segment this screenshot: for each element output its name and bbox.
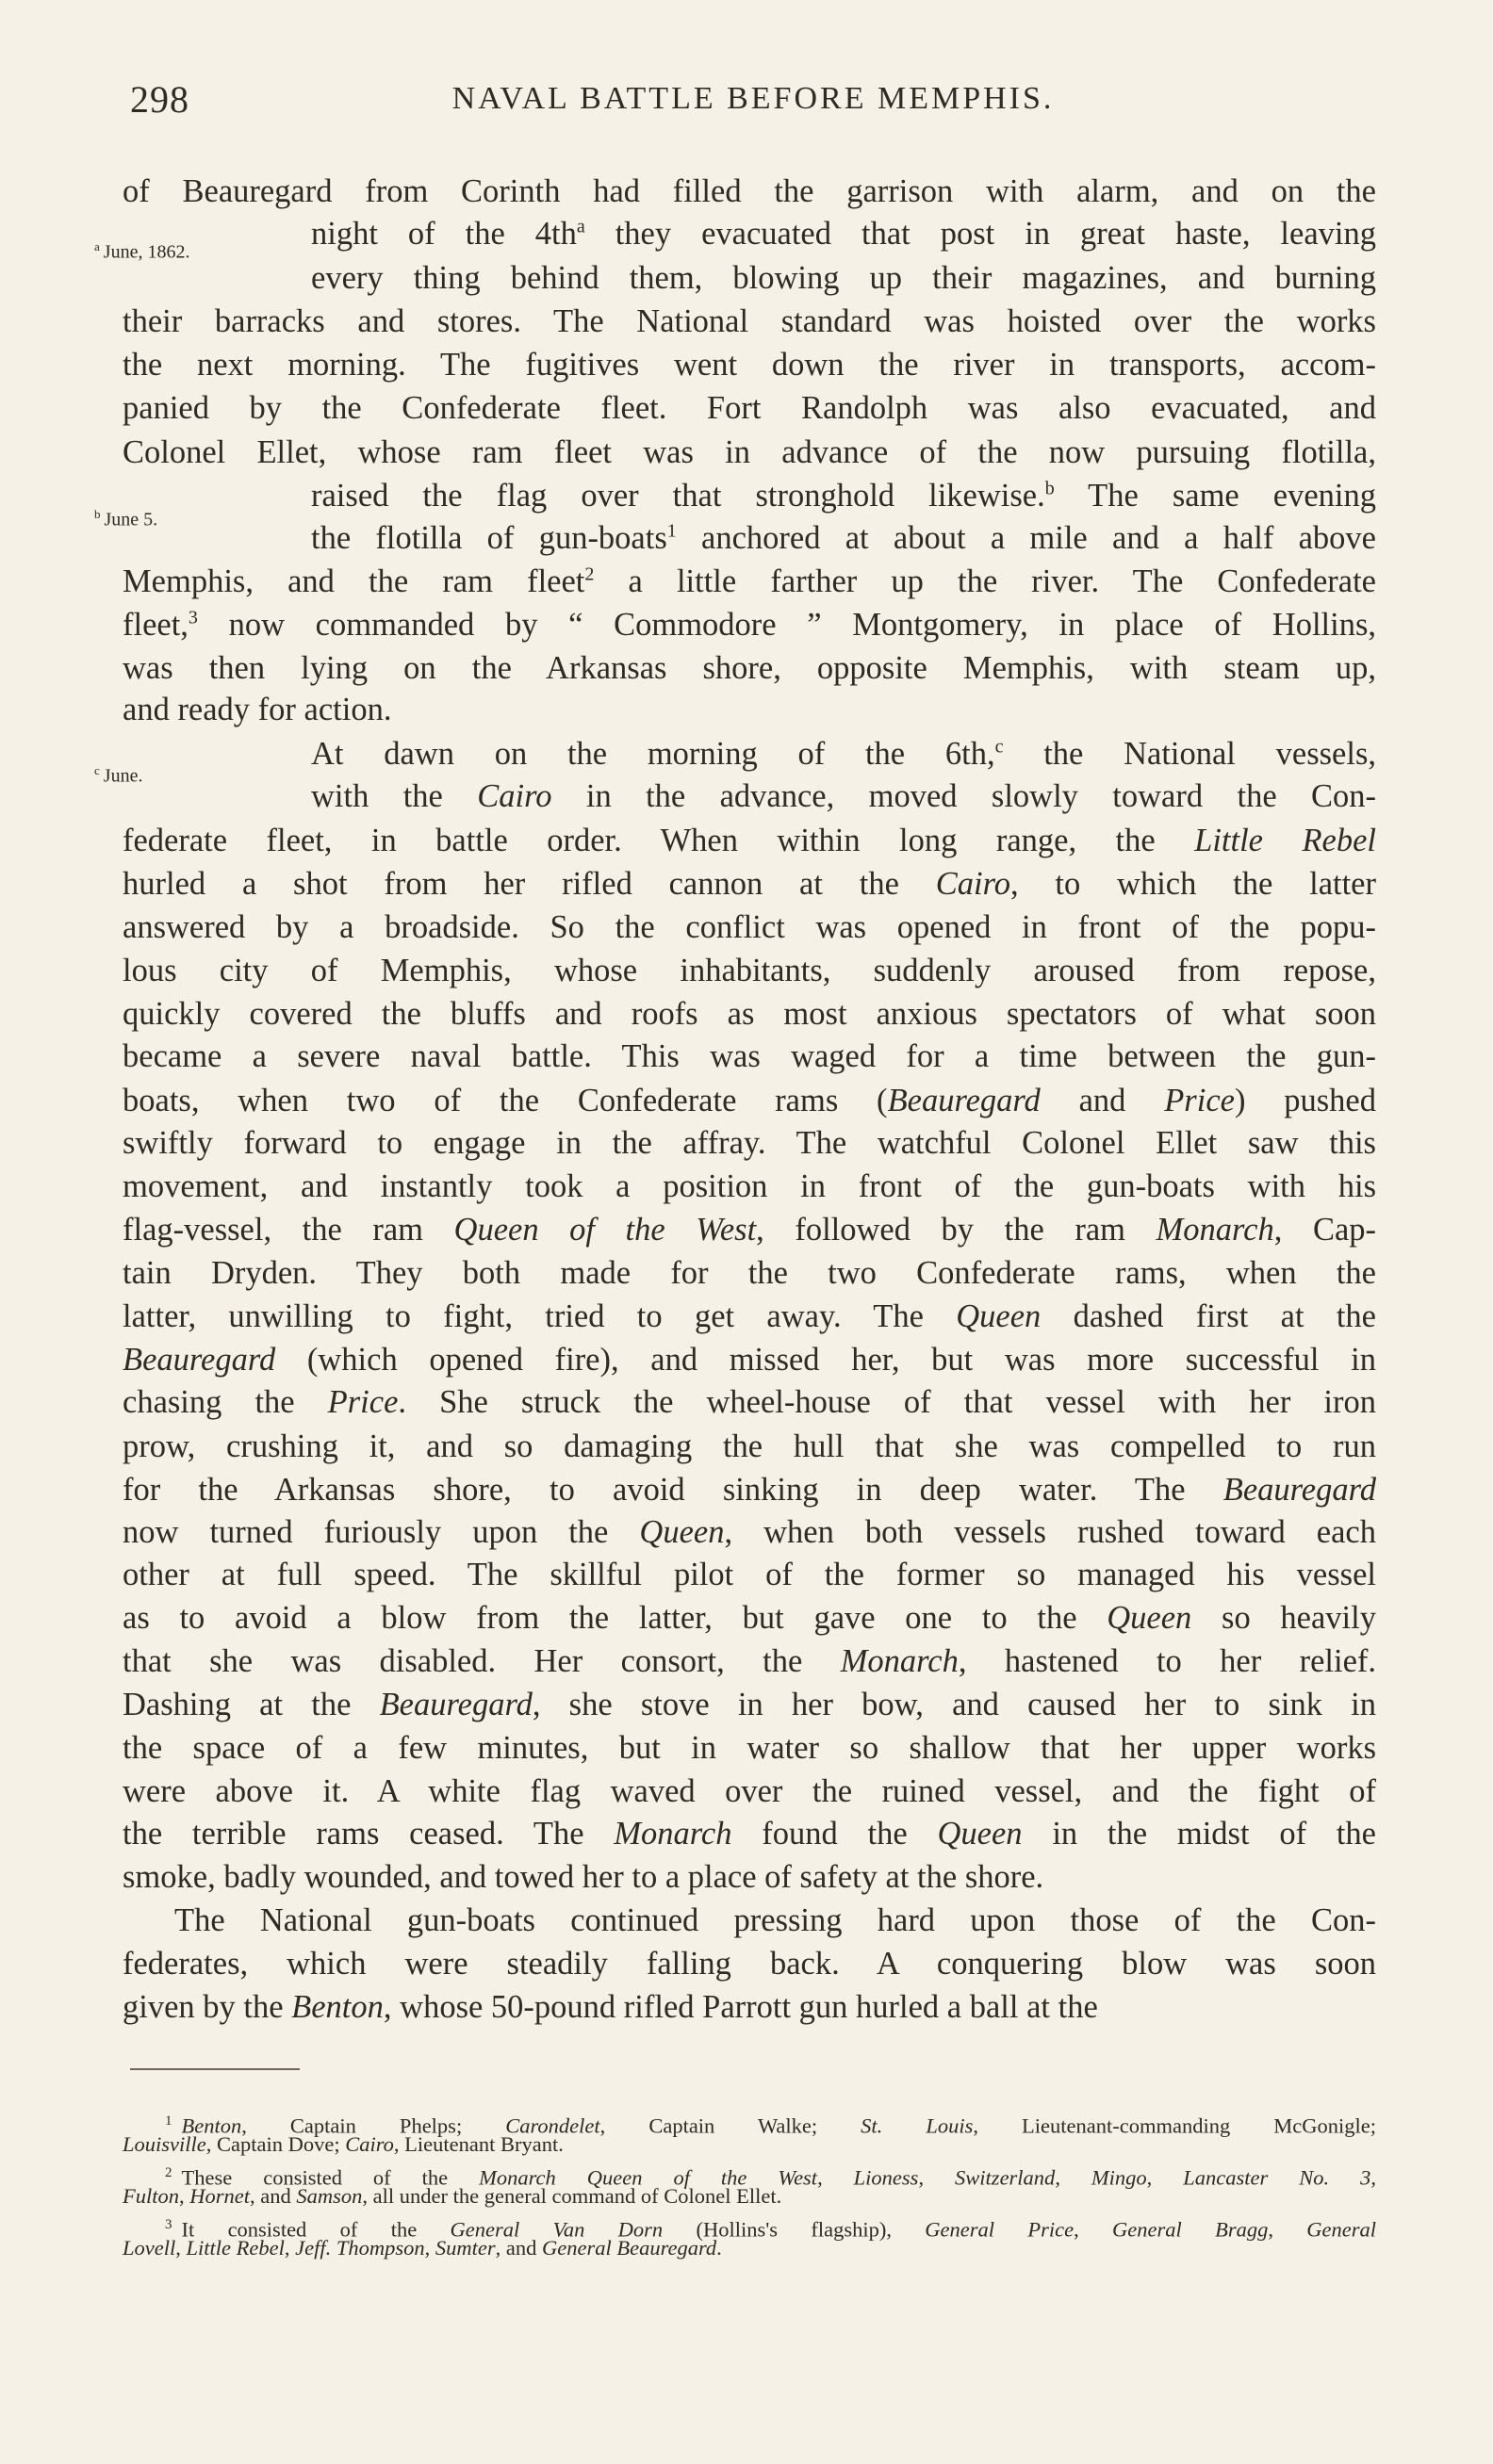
italic-text: Beauregard — [123, 1342, 276, 1378]
text-run: , Captain Phelps; — [241, 2113, 506, 2138]
italic-text: Monarch Queen of the West — [479, 2165, 818, 2190]
text-run: , — [424, 2236, 435, 2260]
marginal-note-a — [94, 236, 302, 264]
text-line — [123, 1251, 1376, 1295]
italic-text: Lovell — [123, 2236, 176, 2260]
text-line — [123, 560, 1376, 603]
text-line — [123, 170, 1376, 213]
footnote-line — [123, 2182, 1376, 2211]
text-run: federates, which were steadily falling back. A conquering blow was soon — [123, 1946, 1376, 1982]
marginal-note-c — [94, 759, 302, 788]
footnote-line — [123, 2234, 1376, 2262]
text-run: , — [817, 2165, 854, 2190]
text-line — [123, 1726, 1376, 1770]
text-line — [123, 862, 1376, 906]
text-run: At dawn on the morning of the 6th, — [311, 736, 995, 772]
text-run: and — [1040, 1083, 1165, 1118]
italic-text: Little Rebel — [186, 2236, 285, 2260]
text-run: , Lieutenant-commanding McGonigle; — [973, 2113, 1376, 2138]
text-run: chasing the — [123, 1384, 328, 1420]
italic-text: Cairo — [935, 866, 1010, 902]
text-run: in the midst of the — [1022, 1816, 1376, 1852]
text-run: the terrible rams ceased. The — [123, 1816, 615, 1852]
text-line — [123, 1855, 1376, 1899]
marginal-note-b — [94, 503, 302, 531]
italic-text: Beauregard — [379, 1687, 533, 1722]
footnote-mark: 3 — [165, 2217, 172, 2232]
text-run: , Cap- — [1273, 1212, 1377, 1248]
text-run: with the — [311, 778, 478, 814]
marginal-note-text: June, 1862. — [103, 241, 190, 263]
text-run: , she stove in her bow, and caused her to sink in — [532, 1687, 1376, 1722]
italic-text: Monarch — [614, 1816, 732, 1852]
text-line — [123, 688, 1376, 731]
text-run: Memphis, and the ram fleet — [123, 563, 585, 599]
italic-text: Price — [1164, 1083, 1235, 1118]
text-line — [123, 1683, 1376, 1726]
text-run: for the Arkansas shore, to avoid sinking in deep water. The — [123, 1472, 1223, 1508]
text-run: became a severe naval battle. This was waged for a time between the gun- — [123, 1038, 1376, 1074]
text-line — [123, 1380, 1376, 1424]
text-run: they evacuated that post in great haste, leaving — [584, 216, 1376, 252]
text-run: , — [1146, 2165, 1184, 2190]
text-run: . — [716, 2236, 722, 2260]
text-run: , — [918, 2165, 956, 2190]
text-run: swiftly forward to engage in the affray. The watchful Colonel Ellet saw this — [123, 1125, 1376, 1161]
text-run: dashed first at the — [1041, 1298, 1376, 1334]
text-run: , — [179, 2184, 190, 2208]
text-run: fleet, — [123, 607, 189, 643]
italic-text: General Bragg — [1112, 2217, 1269, 2242]
text-run: , and — [495, 2236, 542, 2260]
marginal-note-marker: c — [94, 763, 100, 777]
text-run: ) pushed — [1234, 1083, 1376, 1118]
italic-text: General Beauregard — [541, 2236, 717, 2260]
text-run: , — [1074, 2217, 1113, 2242]
text-line — [311, 212, 1376, 255]
text-run: the flotilla of gun-boats — [311, 520, 667, 556]
italic-text: Jeff. Thompson — [295, 2236, 425, 2260]
page-number: 298 — [130, 78, 189, 121]
text-line — [123, 1942, 1376, 1985]
italic-text: Queen — [937, 1816, 1023, 1852]
text-line — [311, 474, 1376, 517]
text-run: It consisted of the — [181, 2217, 451, 2242]
text-line — [123, 1899, 1376, 1942]
text-line — [123, 1121, 1376, 1165]
italic-text: Queen of the West — [453, 1212, 757, 1248]
italic-text: Louisville — [123, 2132, 206, 2156]
italic-text: Samson — [296, 2184, 363, 2208]
text-run: the next morning. The fugitives went down the river in transports, accom- — [123, 347, 1376, 383]
text-run: , hastened to her relief. — [958, 1643, 1376, 1679]
text-run: in the advance, moved slowly toward the Con- — [551, 778, 1377, 814]
italic-text: Sumter — [435, 2236, 496, 2260]
text-line — [123, 906, 1376, 949]
italic-text: St. Louis — [861, 2113, 974, 2138]
text-run: lous city of Memphis, whose inhabitants, suddenly aroused from repose, — [123, 953, 1376, 988]
text-line — [123, 819, 1376, 862]
text-run: , followed by the ram — [756, 1212, 1157, 1248]
text-run: , whose 50-pound rifled Parrott gun hurled a ball at the — [383, 1989, 1098, 2025]
marginal-note-text: June. — [103, 765, 143, 787]
italic-text: Lancaster No. 3 — [1183, 2165, 1371, 2190]
page-header — [130, 77, 1376, 124]
text-run: , — [175, 2236, 187, 2260]
marginal-note-text: June 5. — [104, 509, 158, 530]
text-run: hurled a shot from her rifled cannon at the — [123, 866, 936, 902]
text-run: now turned furiously upon the — [123, 1514, 640, 1550]
text-run: , — [1055, 2165, 1091, 2190]
text-run: of Beauregard from Corinth had filled the garrison with alarm, and on the — [123, 173, 1376, 209]
text-line — [123, 1553, 1376, 1596]
text-run: the space of a few minutes, but in water so shallow that her upper works — [123, 1730, 1376, 1766]
text-run: , — [1268, 2217, 1307, 2242]
reference-mark: b — [1044, 478, 1055, 499]
text-line — [123, 1425, 1376, 1468]
text-line — [311, 775, 1376, 818]
text-run: raised the flag over that stronghold likewise. — [311, 478, 1045, 514]
italic-text: General Price — [925, 2217, 1075, 2242]
text-line — [123, 646, 1376, 690]
text-line — [123, 1338, 1376, 1381]
marginal-note-marker: b — [94, 507, 101, 521]
italic-text: General Van Dorn — [450, 2217, 664, 2242]
text-line — [123, 1295, 1376, 1338]
text-run: found the — [731, 1816, 938, 1852]
text-run: given by the — [123, 1989, 292, 2025]
text-line — [123, 343, 1376, 386]
text-run: so heavily — [1191, 1600, 1376, 1636]
footnote-line — [123, 2130, 1376, 2159]
text-line — [123, 431, 1376, 474]
text-line — [311, 256, 1376, 300]
text-line — [123, 1812, 1376, 1855]
text-line — [123, 1596, 1376, 1640]
text-run: , all under the general command of Colonel Ellet. — [362, 2184, 782, 2208]
text-run: (which opened fire), and missed her, but was more successful in — [275, 1342, 1376, 1378]
text-run: other at full speed. The skillful pilot of the former so managed his vessel — [123, 1557, 1376, 1592]
text-run: their barracks and stores. The National standard was hoisted over the works — [123, 303, 1376, 339]
text-run: , to which the latter — [1009, 866, 1376, 902]
text-run: The National gun-boats continued pressing hard upon those of the Con- — [174, 1902, 1376, 1938]
text-line — [123, 1985, 1376, 2029]
italic-text: Queen — [956, 1298, 1042, 1334]
text-run: every thing behind them, blowing up their magazines, and burning — [311, 260, 1376, 296]
text-run: tain Dryden. They both made for the two Confederate rams, when the — [123, 1255, 1376, 1291]
text-run: as to avoid a blow from the latter, but gave one to the — [123, 1600, 1107, 1636]
text-line — [123, 386, 1376, 430]
text-run: , Lieutenant Bryant. — [393, 2132, 564, 2156]
text-line — [123, 949, 1376, 992]
reference-mark: a — [576, 216, 585, 237]
text-run: , — [1370, 2165, 1376, 2190]
text-line — [123, 1770, 1376, 1813]
text-run: that she was disabled. Her consort, the — [123, 1643, 841, 1679]
text-run: Dashing at the — [123, 1687, 380, 1722]
running-title: NAVAL BATTLE BEFORE MEMPHIS. — [451, 81, 1055, 116]
text-line — [123, 1165, 1376, 1208]
text-run: latter, unwilling to fight, tried to get away. The — [123, 1298, 957, 1334]
italic-text: Benton — [181, 2113, 242, 2138]
reference-mark: 3 — [188, 607, 198, 628]
text-run: and ready for action. — [123, 692, 392, 727]
italic-text: Benton — [291, 1989, 384, 2025]
text-run: panied by the Confederate fleet. Fort Randolph was also evacuated, and — [123, 390, 1376, 426]
text-run: prow, crushing it, and so damaging the hull that she was compelled to run — [123, 1428, 1376, 1464]
marginal-note-marker: a — [94, 239, 100, 253]
italic-text: Switzerland — [955, 2165, 1056, 2190]
text-run: a little farther up the river. The Confederate — [594, 563, 1376, 599]
text-run: boats, when two of the Confederate rams ( — [123, 1083, 888, 1118]
reference-mark: 1 — [666, 520, 677, 542]
text-line — [123, 1035, 1376, 1078]
text-run: night of the 4th — [311, 216, 577, 252]
italic-text: Carondelet — [505, 2113, 600, 2138]
italic-text: General — [1306, 2217, 1377, 2242]
footnote-mark: 2 — [165, 2165, 172, 2180]
text-run: , and — [250, 2184, 297, 2208]
italic-text: Cairo — [477, 778, 552, 814]
italic-text: Queen — [1107, 1600, 1192, 1636]
italic-text: Mingo — [1091, 2165, 1147, 2190]
text-line — [311, 732, 1376, 775]
text-line — [123, 300, 1376, 343]
text-line — [123, 1468, 1376, 1511]
text-line — [123, 1079, 1376, 1122]
text-line — [123, 1640, 1376, 1683]
reference-mark: c — [994, 736, 1004, 758]
text-run: federate fleet, in battle order. When within long range, the — [123, 823, 1195, 858]
reference-mark: 2 — [584, 563, 595, 585]
text-run: movement, and instantly took a position in front of the gun-boats with his — [123, 1168, 1376, 1204]
text-run: were above it. A white flag waved over the ruined vessel, and the fight of — [123, 1773, 1376, 1809]
text-run: now commanded by “ Commodore ” Montgomery, in place of Hollins, — [197, 607, 1376, 643]
italic-text: Fulton — [123, 2184, 179, 2208]
italic-text: Hornet — [189, 2184, 250, 2208]
italic-text: Lioness — [853, 2165, 919, 2190]
text-line — [123, 1208, 1376, 1251]
text-line — [123, 603, 1376, 646]
text-line — [311, 516, 1376, 560]
text-run: quickly covered the bluffs and roofs as most anxious spectators of what soon — [123, 996, 1376, 1032]
text-run: , — [284, 2236, 296, 2260]
italic-text: Price — [327, 1384, 399, 1420]
text-run: the National vessels, — [1003, 736, 1376, 772]
text-run: , Captain Dove; — [205, 2132, 346, 2156]
text-run: The same evening — [1054, 478, 1376, 514]
text-run: smoke, badly wounded, and towed her to a place of safety at the shore. — [123, 1859, 1044, 1895]
text-run: . She struck the wheel-house of that vessel with her iron — [398, 1384, 1376, 1420]
text-line — [123, 1510, 1376, 1554]
italic-text: Queen — [639, 1514, 725, 1550]
italic-text: Beauregard — [1222, 1472, 1376, 1508]
text-run: , when both vessels rushed toward each — [724, 1514, 1376, 1550]
text-run: flag-vessel, the ram — [123, 1212, 454, 1248]
footnote-mark: 1 — [165, 2113, 172, 2129]
text-run: Colonel Ellet, whose ram fleet was in advance of the now pursuing flotilla, — [123, 434, 1376, 470]
text-run: , Captain Walke; — [599, 2113, 861, 2138]
text-line — [123, 992, 1376, 1036]
text-run: was then lying on the Arkansas shore, opposite Memphis, with steam up, — [123, 650, 1376, 686]
text-run: (Hollins's flagship), — [663, 2217, 926, 2242]
italic-text: Monarch — [840, 1643, 959, 1679]
text-run: answered by a broadside. So the conflict was opened in front of the popu- — [123, 909, 1376, 945]
footnote-rule — [130, 2068, 300, 2070]
italic-text: Monarch — [1156, 1212, 1274, 1248]
text-run: anchored at about a mile and a half above — [676, 520, 1376, 556]
italic-text: Little Rebel — [1194, 823, 1376, 858]
text-run: These consisted of the — [181, 2165, 480, 2190]
italic-text: Cairo — [345, 2132, 394, 2156]
italic-text: Beauregard — [887, 1083, 1041, 1118]
